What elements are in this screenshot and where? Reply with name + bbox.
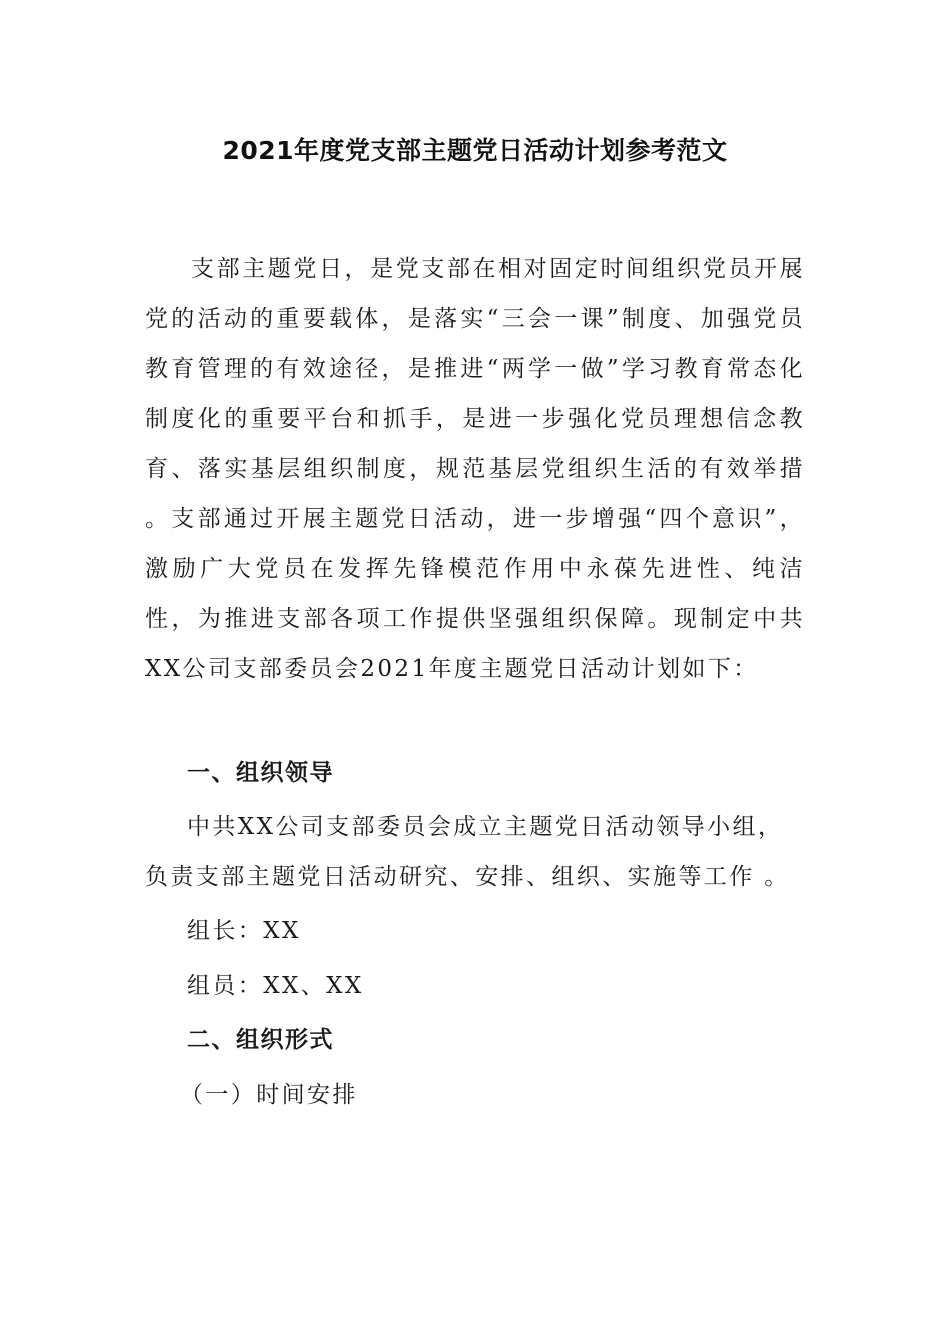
- section-heading-organization-leadership: 一、组织领导: [187, 760, 334, 786]
- intro-paragraph: 支部主题党日，是党支部在相对固定时间组织党员开展党的活动的重要载体，是落实“三会一课”制度、加强党员教育管理的有效途径，是推进“两学一做”学习教育常态化制度化的重要平台和抓手，是进一步强化党员理想信念教育、落实基层组织制度，规范基层党组织生活的有效举措 。支部通过开展主题党日活动，进一步增强“四个意识”，激励广大党员在发挥先锋模范作用中永葆先进性、纯洁性，为推进支部各项工作提供坚强组织保障。现制定中共XX公司支部委员会2021年度主题党日活动计划如下：: [145, 256, 805, 682]
- document-title: 2021年度党支部主题党日活动计划参考范文: [222, 136, 728, 165]
- leadership-paragraph-line-2: 负责支部主题党日活动研究、安排、组织、实施等工作 。: [145, 864, 790, 890]
- subsection-time-arrangement: （一）时间安排: [180, 1082, 358, 1108]
- leadership-paragraph-line-1: 中共XX公司支部委员会成立主题党日活动领导小组，: [187, 814, 784, 840]
- section-heading-organization-form: 二、组织形式: [187, 1027, 334, 1053]
- group-leader-line: 组长：XX: [187, 918, 301, 944]
- group-members-line: 组员：XX、XX: [187, 973, 364, 999]
